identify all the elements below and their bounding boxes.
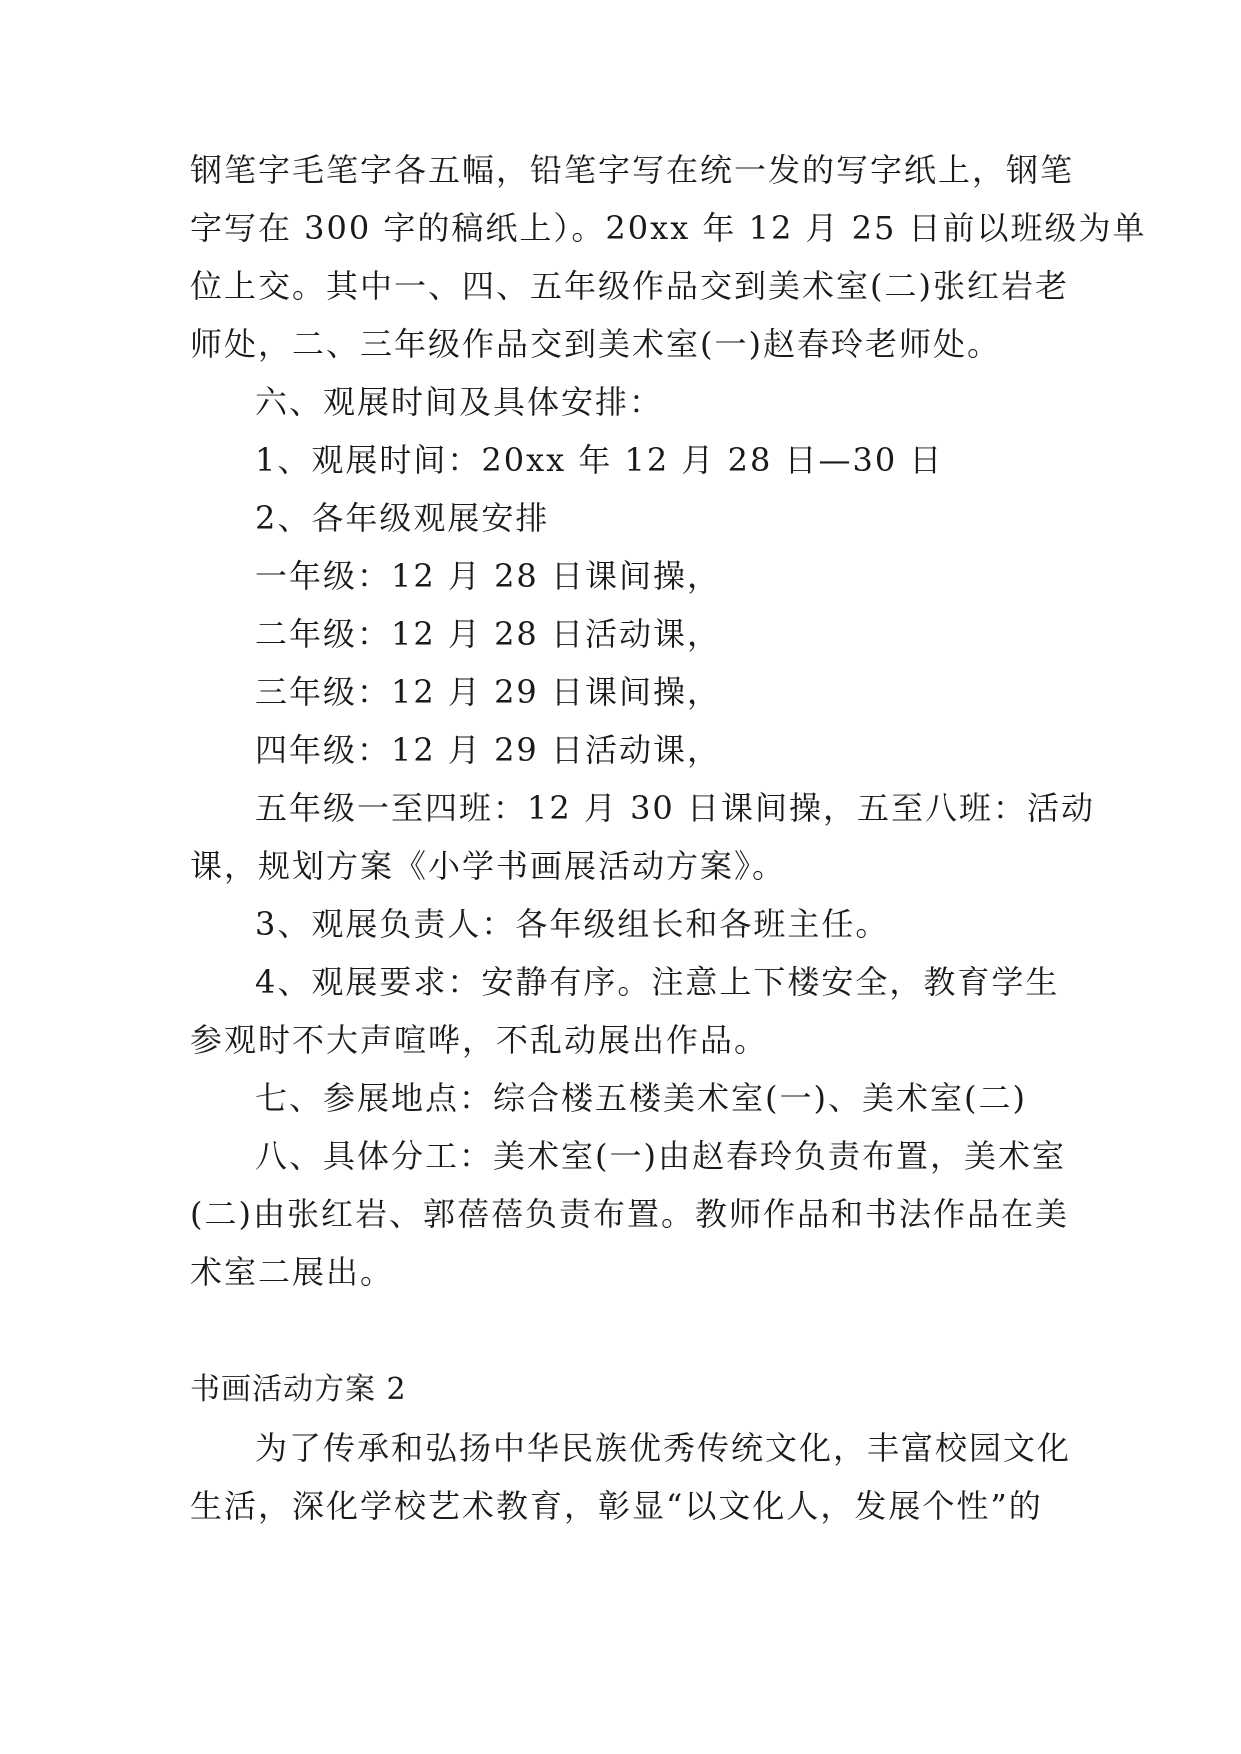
text-line: 术室二展出。 — [190, 1253, 395, 1291]
schedule-item: 一年级：12 月 28 日课间操， — [255, 557, 721, 595]
text-line: 参观时不大声喧哗，不乱动展出作品。 — [190, 1021, 769, 1059]
intro-line: 为了传承和弘扬中华民族优秀传统文化，丰富校园文化 — [255, 1429, 1072, 1467]
text-line: 师处，二、三年级作品交到美术室(一)赵春玲老师处。 — [190, 325, 1001, 363]
text-line: 3、观展负责人：各年级组长和各班主任。 — [255, 905, 890, 943]
section-heading-six: 六、观展时间及具体安排： — [255, 383, 664, 421]
text-line: 位上交。其中一、四、五年级作品交到美术室(二)张红岩老 — [190, 267, 1069, 305]
section-title: 书画活动方案 2 — [190, 1372, 407, 1407]
text-line: 2、各年级观展安排 — [255, 499, 550, 537]
text-line: (二)由张红岩、郭蓓蓓负责布置。教师作品和书法作品在美 — [190, 1195, 1069, 1233]
schedule-item: 五年级一至四班：12 月 30 日课间操，五至八班：活动 — [255, 789, 1095, 827]
text-line: 钢笔字毛笔字各五幅，铅笔字写在统一发的写字纸上，钢笔 — [190, 151, 1075, 189]
text-line: 字写在 300 字的稿纸上）。20xx 年 12 月 25 日前以班级为单 — [190, 209, 1147, 247]
schedule-item: 二年级：12 月 28 日活动课， — [255, 615, 721, 653]
section-heading-seven: 七、参展地点：综合楼五楼美术室(一)、美术室(二) — [255, 1079, 1027, 1117]
schedule-item: 四年级：12 月 29 日活动课， — [255, 731, 721, 769]
text-line: 1、观展时间：20xx 年 12 月 28 日—30 日 — [255, 441, 944, 479]
schedule-item: 三年级：12 月 29 日课间操， — [255, 673, 721, 711]
section-heading-eight: 八、具体分工：美术室(一)由赵春玲负责布置，美术室 — [255, 1137, 1066, 1175]
text-line: 4、观展要求：安静有序。注意上下楼安全，教育学生 — [255, 963, 1060, 1001]
text-line: 课，规划方案《小学书画展活动方案》。 — [190, 847, 787, 885]
intro-line: 生活，深化学校艺术教育，彰显“以文化人，发展个性”的 — [190, 1487, 1043, 1525]
